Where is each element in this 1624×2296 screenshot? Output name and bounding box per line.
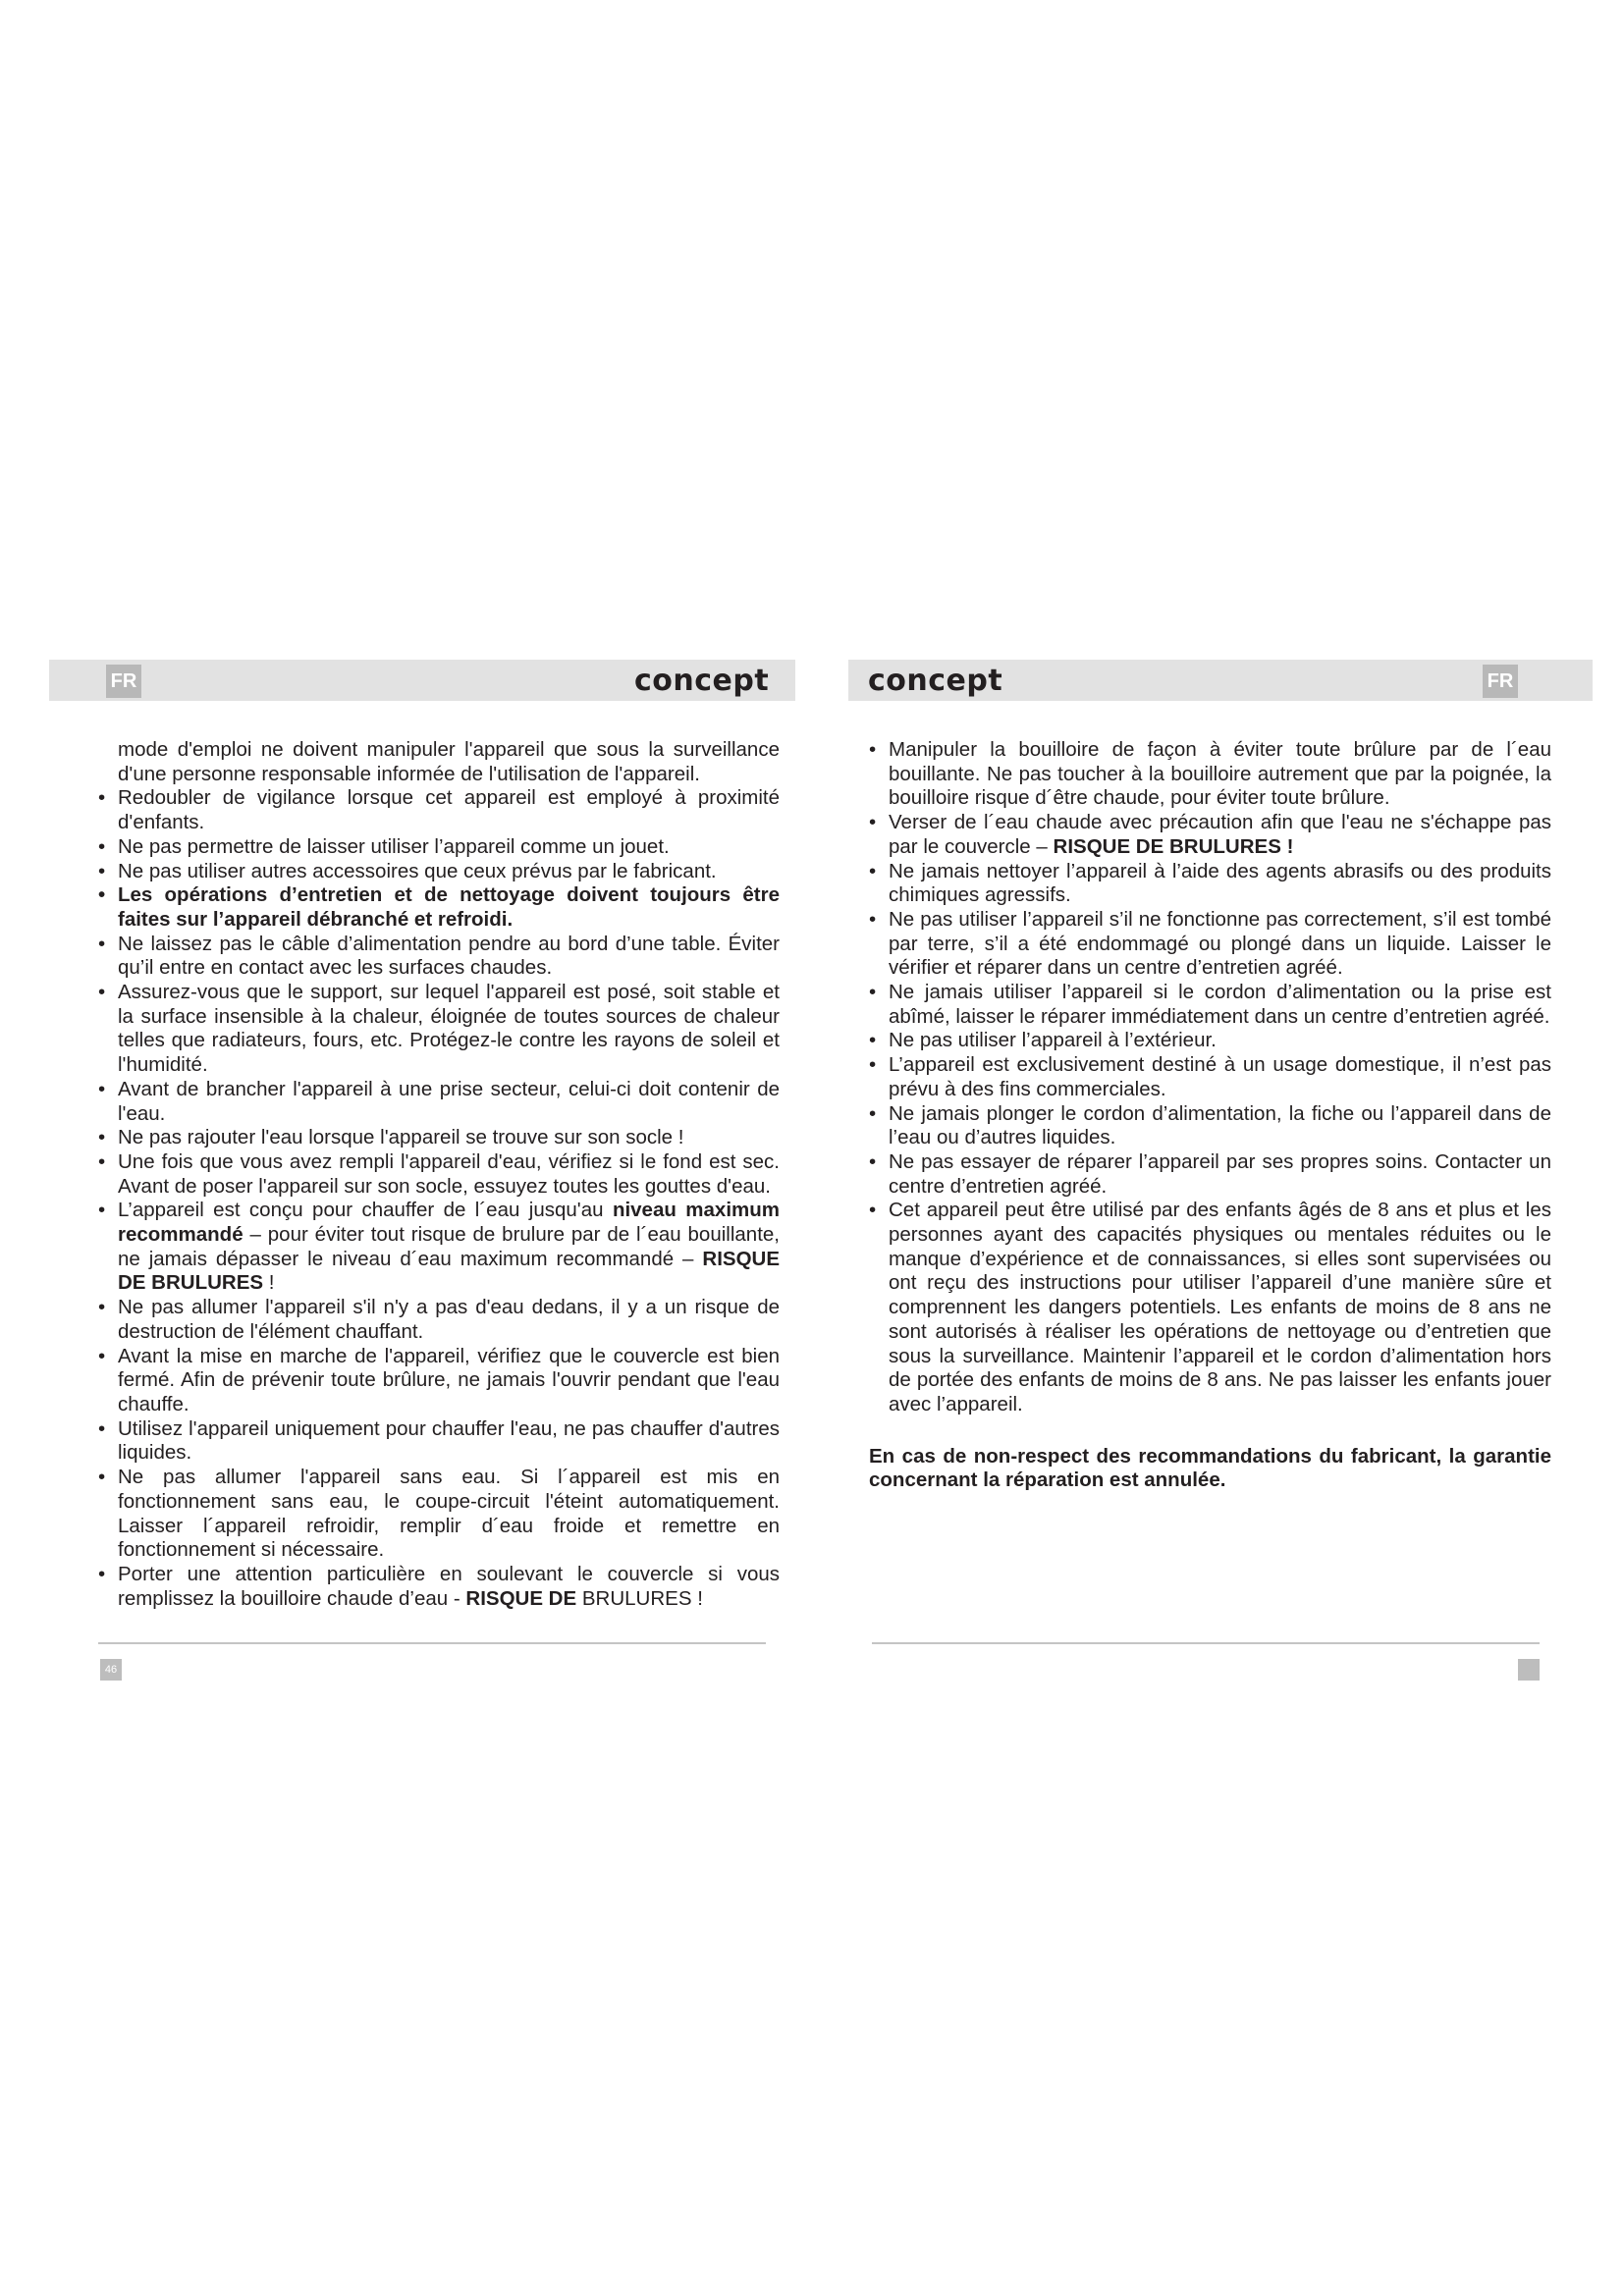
list-item: • Ne pas allumer l'appareil sans eau. Si l´appareil est mis en fonctionnement sans eau, le coupe-circuit l'éteint automatiquement. Laisser l´appareil refroidir, remplir d´eau froide et remettre en fonctionnement si nécessaire. (98, 1466, 780, 1563)
list-item-pour (869, 811, 1551, 859)
list-item: • Assurez-vous que le support, sur lequel l'appareil est posé, soit stable et la surface insensible à la chaleur, éloignée de toutes sources de chaleur telles que radiateurs, fours, etc. Protégez-le contre les rayons de soleil et l'humidité. (98, 981, 780, 1078)
bold-text-run: niveau maximum recommandé (118, 1199, 780, 1247)
list-item: • Ne pas permettre de laisser utiliser l’appareil comme un jouet. (98, 835, 780, 860)
brand-logo-right: concept (868, 663, 1003, 698)
page-marker-square (1518, 1659, 1540, 1681)
footer-rule-left (98, 1642, 766, 1644)
text-run: – pour éviter tout risque de brulure par de l´eau bouillante, ne jamais dépasser le niveau d´eau maximum recommandé – (118, 1223, 780, 1270)
list-item: • Ne jamais utiliser l’appareil si le cordon d’alimentation ou la prise est abîmé, laisser le réparer immédiatement dans un centre d’entretien agréé. (869, 981, 1551, 1029)
list-item: • Ne jamais nettoyer l’appareil à l’aide des agents abrasifs ou des produits chimiques agressifs. (869, 860, 1551, 908)
brand-logo-left: concept (634, 663, 770, 698)
warranty-warning: En cas de non-respect des recommandations du fabricant, la garantie concernant la réparation est annulée. (869, 1444, 1551, 1492)
page-number: 46 (100, 1659, 122, 1681)
list-item: • Cet appareil peut être utilisé par des enfants âgés de 8 ans et plus et les personnes ayant des capacités physiques ou mentales réduites ou le manque d’expérience et de connaissances, si elles sont supervisées ou ont reçu des instructions pour utiliser l’appareil d’une manière sûre et comprennent les dangers potentiels. Les enfants de moins de 8 ans ne sont autorisés à réaliser les opérations de nettoyage ou d’entretien que sous la surveillance. Maintenir l’appareil et le cordon d’alimentation hors de portée des enfants de moins de 8 ans. Ne pas laisser les enfants jouer avec l’appareil. (869, 1199, 1551, 1416)
text-run: ! (263, 1271, 275, 1295)
list-item: • Ne pas utiliser l’appareil à l’extérieur. (869, 1029, 1551, 1053)
left-page-column (98, 738, 780, 1611)
list-item: • Ne pas essayer de réparer l’appareil par ses propres soins. Contacter un centre d’entretien agréé. (869, 1150, 1551, 1199)
list-item: • Utilisez l'appareil uniquement pour chauffer l'eau, ne pas chauffer d'autres liquides. (98, 1417, 780, 1466)
safety-list-right (869, 738, 1551, 1417)
list-item: • Avant de brancher l'appareil à une prise secteur, celui-ci doit contenir de l'eau. (98, 1078, 780, 1126)
list-item-lid (98, 1563, 780, 1611)
list-item: • Ne laissez pas le câble d’alimentation pendre au bord d’une table. Éviter qu’il entre en contact avec les surfaces chaudes. (98, 933, 780, 981)
text-run: Verser de l´eau chaude avec précaution afin que l'eau ne s'échappe pas par le couvercle – (889, 811, 1551, 858)
list-item: • Redoubler de vigilance lorsque cet appareil est employé à proximité d'enfants. (98, 786, 780, 834)
list-item: • Ne pas allumer l'appareil s'il n'y a pas d'eau dedans, il y a un risque de destruction de l'élément chauffant. (98, 1296, 780, 1344)
right-page-column (869, 738, 1551, 1493)
continuation-paragraph: mode d'emploi ne doivent manipuler l'appareil que sous la surveillance d'une personne responsable informée de l'utilisation de l'appareil. (118, 738, 780, 785)
list-item: • Ne pas utiliser autres accessoires que ceux prévus par le fabricant. (98, 860, 780, 884)
list-item: • Les opérations d’entretien et de nettoyage doivent toujours être faites sur l’appareil débranché et refroidi. (98, 883, 780, 932)
text-run: BRULURES ! (576, 1586, 703, 1610)
list-item: • Une fois que vous avez rempli l'appareil d'eau, vérifiez si le fond est sec. Avant de poser l'appareil sur son socle, essuyez toutes les gouttes d'eau. (98, 1150, 780, 1199)
list-item: • Ne pas utiliser l’appareil s’il ne fonctionne pas correctement, s’il est tombé par terre, s’il a été endommagé ou plongé dans un liquide. Laisser le vérifier et réparer dans un centre d’entretien agréé. (869, 908, 1551, 981)
text-run: Porter une attention particulière en soulevant le couvercle si vous remplissez la bouilloire chaude d’eau - (118, 1562, 780, 1610)
footer-rule-right (872, 1642, 1540, 1644)
text-run: L’appareil est conçu pour chauffer de l´eau jusqu'au (118, 1199, 613, 1222)
safety-list-left (98, 786, 780, 1611)
language-badge-left: FR (106, 665, 141, 698)
bold-text-run: RISQUE DE BRULURES ! (1053, 834, 1294, 858)
list-item: • Manipuler la bouilloire de façon à éviter toute brûlure par de l´eau bouillante. Ne pas toucher à la bouilloire autrement que par la poignée, la bouilloire risque d´être chaude, pour éviter toute brûlure. (869, 738, 1551, 811)
list-item: • Avant la mise en marche de l'appareil, vérifiez que le couvercle est bien fermé. Afin de prévenir toute brûlure, ne jamais l'ouvrir pendant que l'eau chauffe. (98, 1345, 780, 1417)
bold-text-run: RISQUE DE (465, 1586, 577, 1610)
bold-text-run: RISQUE DE BRULURES (118, 1247, 780, 1295)
list-item-max-level (98, 1199, 780, 1296)
list-item: • Ne jamais plonger le cordon d’alimentation, la fiche ou l’appareil dans de l’eau ou d’autres liquides. (869, 1102, 1551, 1150)
list-item: • Ne pas rajouter l'eau lorsque l'appareil se trouve sur son socle ! (98, 1126, 780, 1150)
language-badge-right: FR (1483, 665, 1518, 698)
list-item: • L’appareil est exclusivement destiné à un usage domestique, il n’est pas prévu à des fins commerciales. (869, 1053, 1551, 1101)
